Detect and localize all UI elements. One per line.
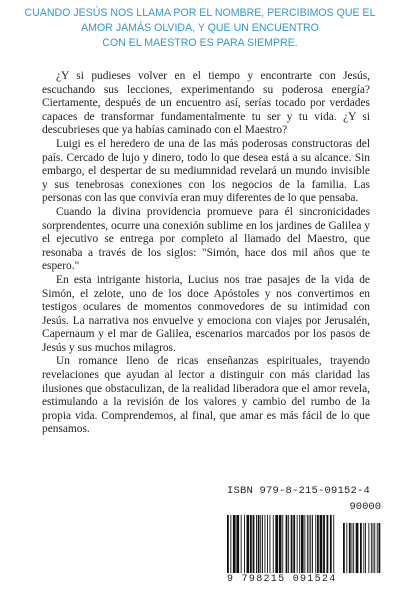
- barcode-bar: [241, 515, 242, 573]
- synopsis: [42, 70, 370, 437]
- barcode-bar: [233, 515, 236, 573]
- barcode-addon-bar: [352, 523, 353, 573]
- barcode-bar: [258, 515, 260, 573]
- barcode-bar: [304, 515, 305, 573]
- barcode-bar: [265, 515, 266, 573]
- barcode-bar: [253, 515, 255, 573]
- barcode-bar: [299, 515, 300, 573]
- barcode-addon-bar: [353, 523, 354, 573]
- barcode-bar: [250, 515, 252, 573]
- barcode-bar: [227, 515, 229, 573]
- barcode-bar: [260, 515, 261, 573]
- barcode-bar: [256, 515, 257, 573]
- barcode-bar: [309, 515, 310, 573]
- barcode-addon-bar: [368, 523, 369, 573]
- barcode-bar: [230, 515, 231, 573]
- barcode-bar: [267, 515, 268, 573]
- barcode-addon-bar: [349, 523, 351, 573]
- barcode-bar: [288, 515, 289, 573]
- paragraph-5: Un romance lleno de ricas enseñanzas espirituales, trayendo revelaciones que ayudan al lector a distinguir con más claridad las ilusiones que obstaculizan, de la realidad liberadora que el amor revela, estimulando a la revisión de los valores y cambio del rumbo de la propia vida. Comprendemos, al final, que amar es más fácil de lo que pensamos.: [42, 355, 370, 436]
- isbn-barcode: [227, 485, 383, 589]
- barcode-bars: [227, 515, 383, 573]
- paragraph-3: Cuando la divina providencia promueve para él sincronicidades sorprendentes, ocurre una conexión sublime en los jardines de Galilea y el ejecutivo se entrega por completo al llamado del Maestro, que resonaba a través de los siglos: "Simón, hace dos mil años que te espero.": [42, 205, 370, 273]
- barcode-addon-bar: [346, 523, 347, 573]
- tagline-line-2: AMOR JAMÁS OLVIDA, Y QUE UN ENCUENTRO: [81, 22, 319, 34]
- barcode-bar: [286, 515, 288, 573]
- barcode-bar: [282, 515, 283, 573]
- barcode-addon-bar: [363, 523, 364, 573]
- barcode-bar: [297, 515, 298, 573]
- paragraph-1: ¿Y si pudieses volver en el tiempo y encontrarte con Jesús, escuchando sus lecciones, experimentando su poderosa energía? Ciertamente, después de un encuentro así, serías tocado por verdades capaces de transformar fundamentalmente tu ser y tu vida. ¿Y si descubrieses que ya habías caminado con el Maestro?: [42, 70, 370, 137]
- barcode-bar: [327, 515, 329, 573]
- barcode-bar: [333, 515, 334, 573]
- barcode-addon-bar: [379, 523, 381, 573]
- paragraph-4: En esta intrigante historia, Lucius nos trae pasajes de la vida de Simón, el zelote, uno de los doce Apóstoles y nos convertimos en testigos oculares de momentos conmovedores de su intimidad con Jesús. La narrativa nos envuelve y emociona con viajes por Jerusalén, Capernaum y el mar de Galilea, escenarios marcados por los pasos de Jesús y sus muchos milagros.: [42, 273, 370, 354]
- barcode-addon-bar: [356, 523, 359, 573]
- barcode-bar: [262, 515, 263, 573]
- barcode-digits: 9 798215 091524: [227, 574, 337, 585]
- isbn-number: ISBN 979-8-215-09152-4: [227, 485, 371, 497]
- price-code: 90000: [349, 501, 381, 513]
- barcode-bar: [279, 515, 282, 573]
- barcode-addon-bar: [374, 523, 375, 573]
- tagline-line-3: CON EL MAESTRO ES PARA SIEMPRE.: [102, 37, 298, 49]
- barcode-addon-bar: [377, 523, 378, 573]
- barcode-addon-bar: [343, 523, 345, 573]
- barcode-bar: [270, 515, 271, 573]
- barcode-addon-bar: [371, 523, 372, 573]
- barcode-bar: [301, 515, 304, 573]
- tagline-line-1: CUANDO JESÚS NOS LLAMA POR EL NOMBRE, PERCIBIMOS QUE EL: [24, 7, 376, 19]
- barcode-bar: [315, 515, 316, 573]
- barcode-bar: [312, 515, 313, 573]
- tagline: [14, 6, 386, 51]
- barcode-bar: [244, 515, 245, 573]
- barcode-bar: [310, 515, 311, 573]
- barcode-bar: [275, 515, 278, 573]
- barcode-bar: [330, 515, 332, 573]
- barcode-addon-bar: [360, 523, 362, 573]
- barcode-bar: [273, 515, 274, 573]
- paragraph-2: Luigi es el heredero de una de las más poderosas constructoras del país. Cercado de lujo y dinero, todo lo que desea está a su alcance. Sin embargo, el despertar de su mediumnidad revelará un mundo invisible y sus tenebrosas conexiones con los negocios de la familia. Las personas con las que convivía eran muy diferentes de lo que pensaba.: [42, 137, 370, 205]
- barcode-addon-bar: [373, 523, 374, 573]
- barcode-bar: [323, 515, 325, 573]
- barcode-bar: [320, 515, 323, 573]
- barcode-bar: [247, 515, 250, 573]
- barcode-bar: [291, 515, 293, 573]
- barcode-bar: [236, 515, 239, 573]
- barcode-bar: [317, 515, 319, 573]
- barcode-bar: [307, 515, 308, 573]
- barcode-addon-bar: [365, 523, 366, 573]
- barcode-bar: [293, 515, 295, 573]
